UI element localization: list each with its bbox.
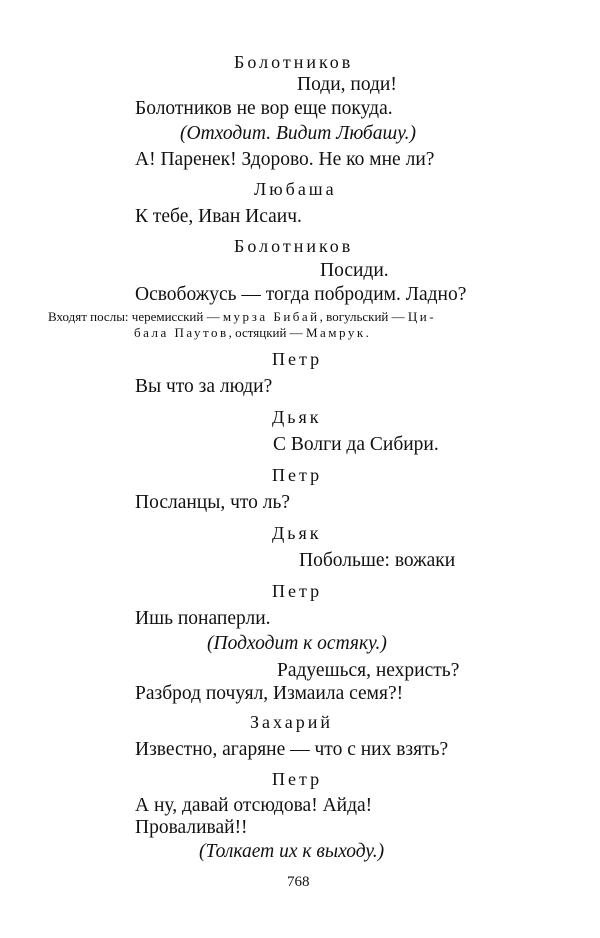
character-name: бала Паутов <box>134 325 229 340</box>
character-name: мурза Бибай <box>222 309 320 324</box>
stage-direction-text: . <box>365 325 369 340</box>
dialogue-line: Ишь понаперли. <box>135 608 271 629</box>
speaker-name: Дьяк <box>272 407 322 427</box>
speaker-name: Петр <box>272 349 323 369</box>
speaker-name: Любаша <box>254 179 337 199</box>
page-number: 768 <box>287 874 310 890</box>
dialogue-line: Проваливай!! <box>135 817 248 838</box>
dialogue-line: Поди, поди! <box>297 74 397 95</box>
speaker-name: Захарий <box>250 712 334 732</box>
dialogue-line: Болотников не вор еще покуда. <box>135 98 393 119</box>
stage-direction-text: Входят послы: черемисский — <box>48 309 223 324</box>
dialogue-line: А ну, давай отсюдова! Айда! <box>135 795 373 816</box>
dialogue-line: Освобожусь — тогда побродим. Ладно? <box>135 284 467 305</box>
stage-direction-entrance <box>48 309 436 325</box>
speaker-name: Болотников <box>234 52 354 72</box>
dialogue-line: Вы что за люди? <box>135 376 273 397</box>
speaker-name: Болотников <box>234 236 354 256</box>
dialogue-line: К тебе, Иван Исаич. <box>135 206 302 227</box>
stage-direction: (Подходит к остяку.) <box>207 633 387 654</box>
dialogue-line: Побольше: вожаки <box>299 550 456 571</box>
speaker-name: Петр <box>272 581 323 601</box>
dialogue-line: Известно, агаряне — что с них взять? <box>135 739 449 760</box>
speaker-name: Дьяк <box>272 523 322 543</box>
speaker-name: Петр <box>272 769 323 789</box>
stage-direction: (Толкает их к выходу.) <box>199 841 385 862</box>
dialogue-line: Разброд почуял, Измаила семя?! <box>135 683 404 704</box>
stage-direction-text: , вогульский — <box>319 309 408 324</box>
stage-direction-text: , остяцкий — <box>228 325 306 340</box>
dialogue-line: Радуешься, нехристь? <box>277 660 460 681</box>
speaker-name: Петр <box>272 465 323 485</box>
character-name: Ци- <box>407 309 437 324</box>
stage-direction: (Отходит. Видит Любашу.) <box>180 123 417 144</box>
dialogue-line: Посиди. <box>320 260 389 281</box>
dialogue-line: Посланцы, что ль? <box>135 492 291 513</box>
dialogue-line: С Волги да Сибири. <box>273 434 439 455</box>
dialogue-line: А! Паренек! Здорово. Не ко мне ли? <box>135 149 435 170</box>
stage-direction-entrance <box>134 325 369 341</box>
character-name: Мамрук <box>305 325 366 340</box>
